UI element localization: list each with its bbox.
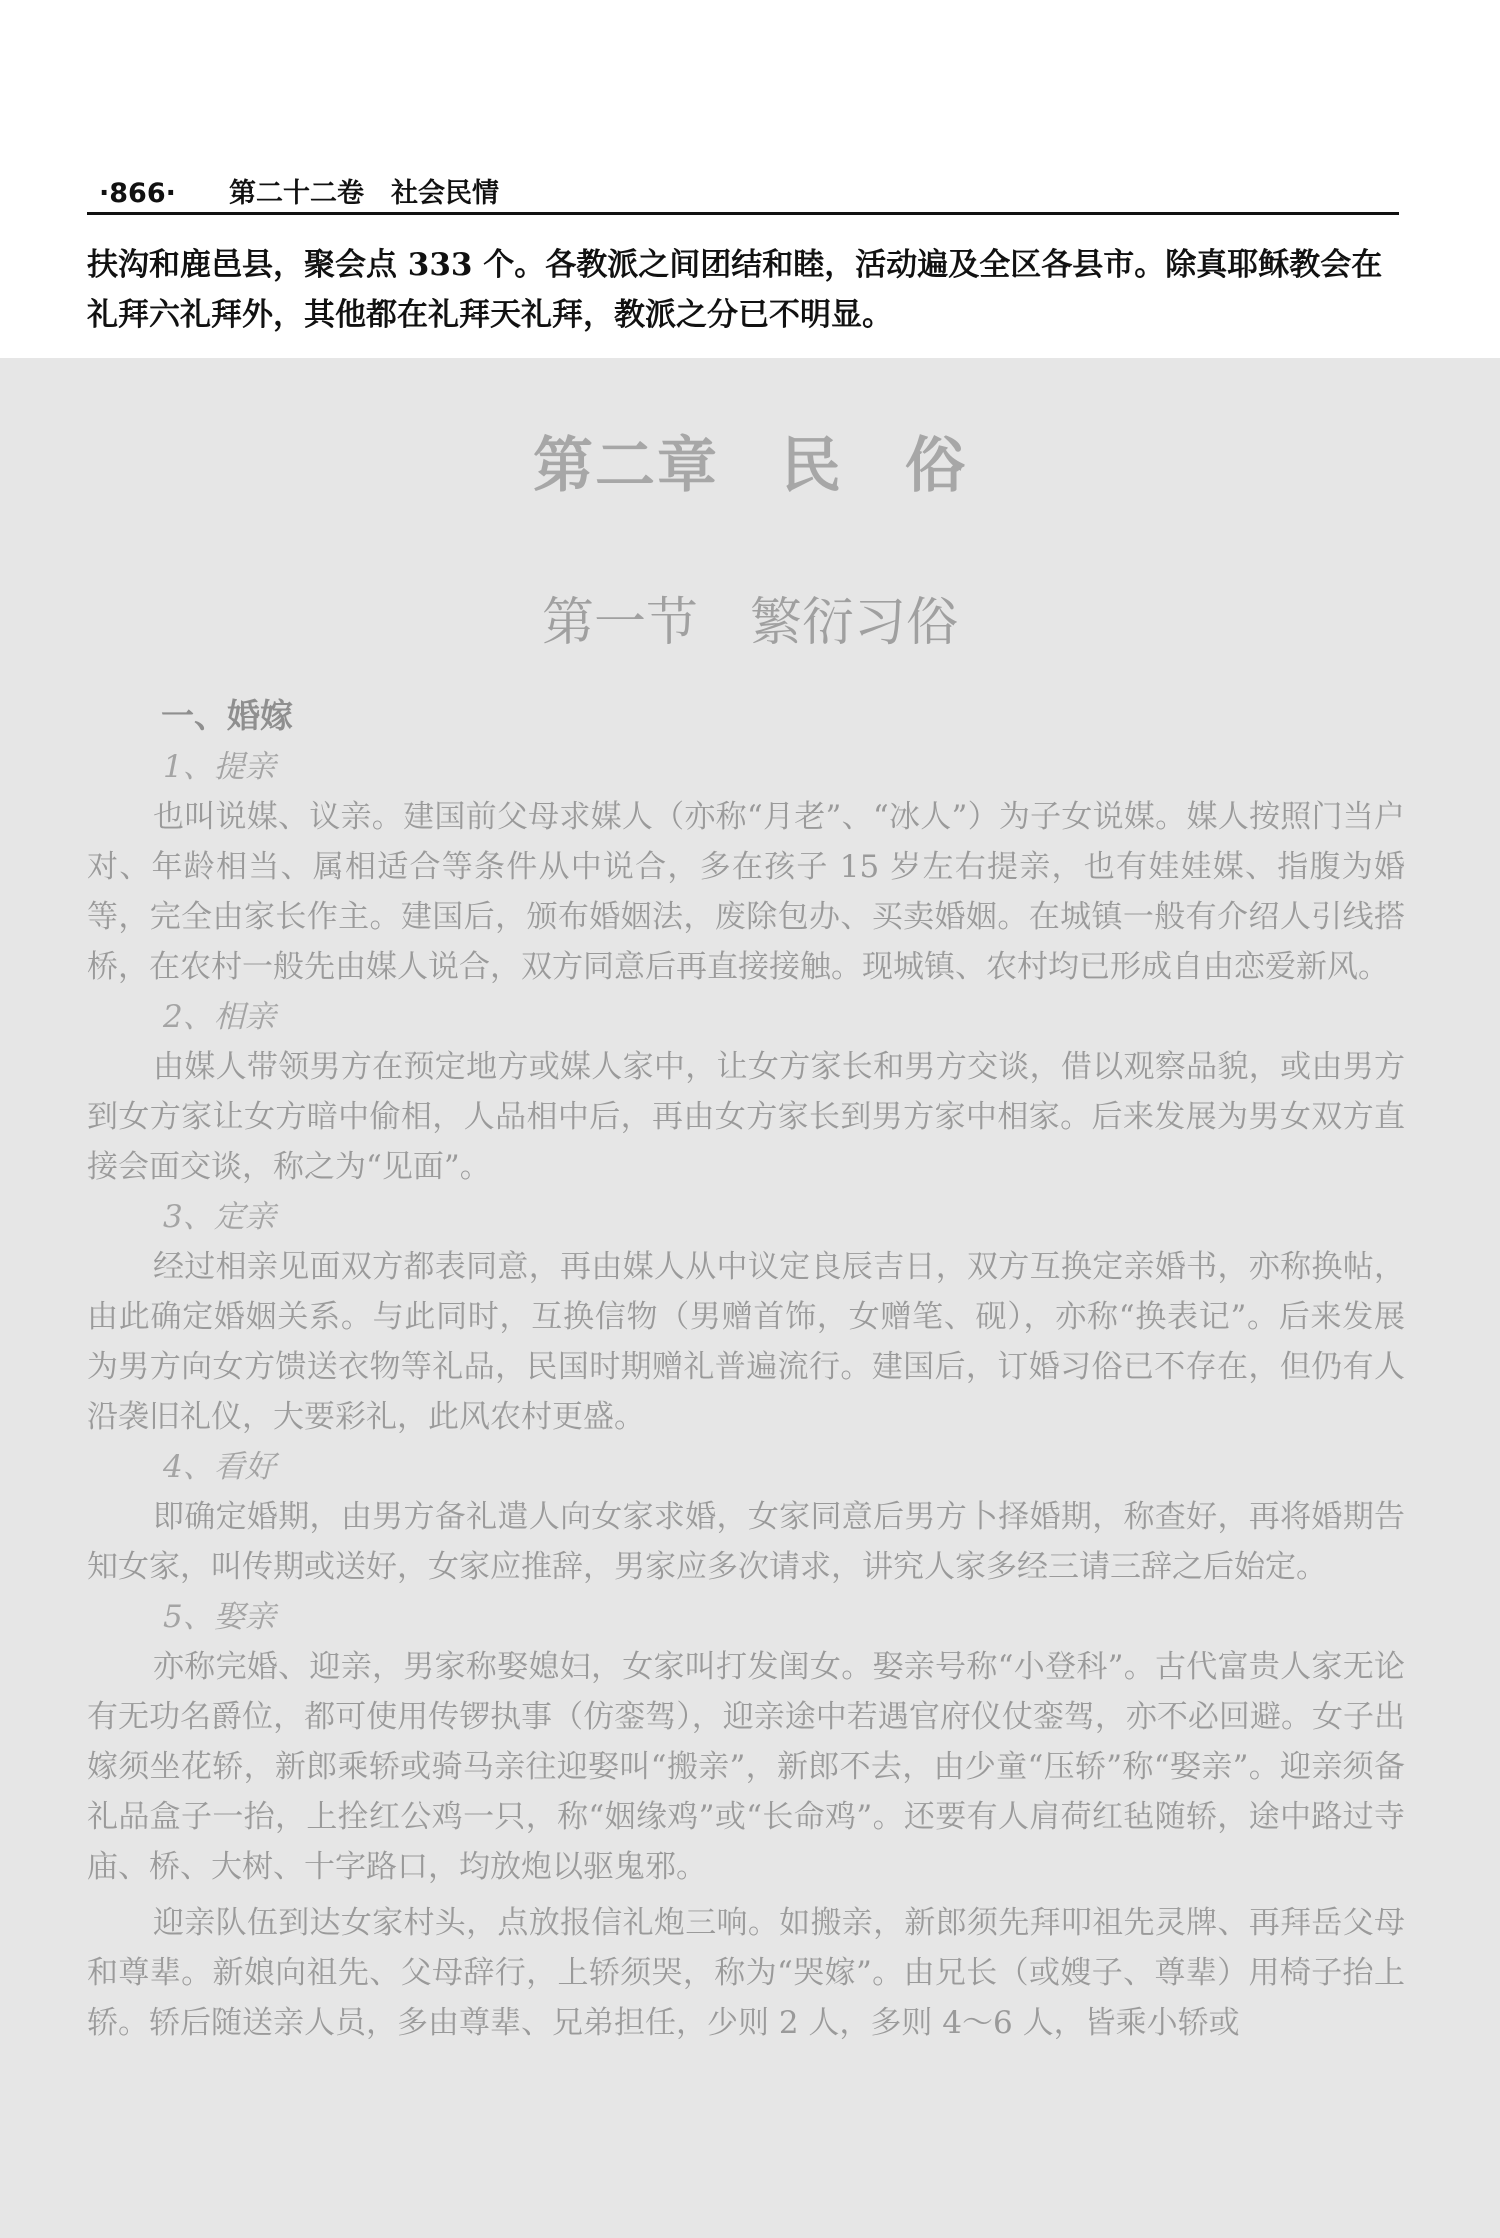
item-heading: 4、看好 [163, 1449, 276, 1485]
item-heading: 3、定亲 [163, 1199, 276, 1235]
body-paragraph: 经过相亲见面双方都表同意，再由媒人从中议定良辰吉日，双方互换定亲婚书，亦称换帖，由此确定婚姻关系。与此同时，互换信物（男赠首饰，女赠笔、砚），亦称“换表记”。后来发展为男方向女方馈送衣物等礼品，民国时期赠礼普遍流行。建国后，订婚习俗已不存在，但仍有人沿袭旧礼仪，大要彩礼，此风农村更盛。 [87, 1249, 1405, 1435]
intro-paragraph-block [87, 240, 1399, 340]
top-page-area [0, 0, 1500, 358]
body-paragraph: 亦称完婚、迎亲，男家称娶媳妇，女家叫打发闺女。娶亲号称“小登科”。古代富贵人家无论有无功名爵位，都可使用传锣执事（仿銮驾），迎亲途中若遇官府仪仗銮驾，亦不必回避。女子出嫁须坐花轿，新郎乘轿或骑马亲往迎娶叫“搬亲”，新郎不去，由少童“压轿”称“娶亲”。迎亲须备礼品盒子一抬，上拴红公鸡一只，称“姻缘鸡”或“长命鸡”。还要有人肩荷红毡随轿，途中路过寺庙、桥、大树、十字路口，均放炮以驱鬼邪。 [87, 1649, 1405, 1885]
item-heading: 1、提亲 [163, 749, 276, 785]
item-heading: 2、相亲 [163, 999, 276, 1035]
page-number: ·866· [99, 178, 176, 209]
body-paragraph: 由媒人带领男方在预定地方或媒人家中，让女方家长和男方交谈，借以观察品貌，或由男方到女方家让女方暗中偷相，人品相中后，再由女方家长到男方家中相家。后来发展为男女双方直接会面交谈，称之为“见面”。 [87, 1049, 1405, 1185]
section-title: 第一节 繁衍习俗 [541, 593, 958, 653]
subsection-heading: 一、婚嫁 [161, 696, 293, 735]
running-header [87, 176, 1399, 215]
main-content [87, 690, 1405, 2048]
volume-title: 第二十二卷 社会民情 [229, 178, 499, 209]
chapter-title: 第二章 民 俗 [533, 431, 967, 501]
item-heading: 5、娶亲 [163, 1599, 276, 1635]
intro-paragraph: 扶沟和鹿邑县，聚会点 333 个。各教派之间团结和睦，活动遍及全区各县市。除真耶稣教会在礼拜六礼拜外，其他都在礼拜天礼拜，教派之分已不明显。 [87, 247, 1383, 333]
body-paragraph: 迎亲队伍到达女家村头，点放报信礼炮三响。如搬亲，新郎须先拜叩祖先灵牌、再拜岳父母和尊辈。新娘向祖先、父母辞行，上轿须哭，称为“哭嫁”。由兄长（或嫂子、尊辈）用椅子抬上轿。轿后随送亲人员，多由尊辈、兄弟担任，少则 2 人，多则 4～6 人，皆乘小轿或 [87, 1905, 1405, 2041]
body-paragraph: 即确定婚期，由男方备礼遣人向女家求婚，女家同意后男方卜择婚期，称查好，再将婚期告知女家，叫传期或送好，女家应推辞，男家应多次请求，讲究人家多经三请三辞之后始定。 [87, 1499, 1405, 1585]
body-paragraph: 也叫说媒、议亲。建国前父母求媒人（亦称“月老”、“冰人”）为子女说媒。媒人按照门当户对、年龄相当、属相适合等条件从中说合，多在孩子 15 岁左右提亲，也有娃娃媒、指腹为婚等，完全由家长作主。建国后，颁布婚姻法，废除包办、买卖婚姻。在城镇一般有介绍人引线搭桥，在农村一般先由媒人说合，双方同意后再直接接触。现城镇、农村均已形成自由恋爱新风。 [87, 799, 1405, 985]
